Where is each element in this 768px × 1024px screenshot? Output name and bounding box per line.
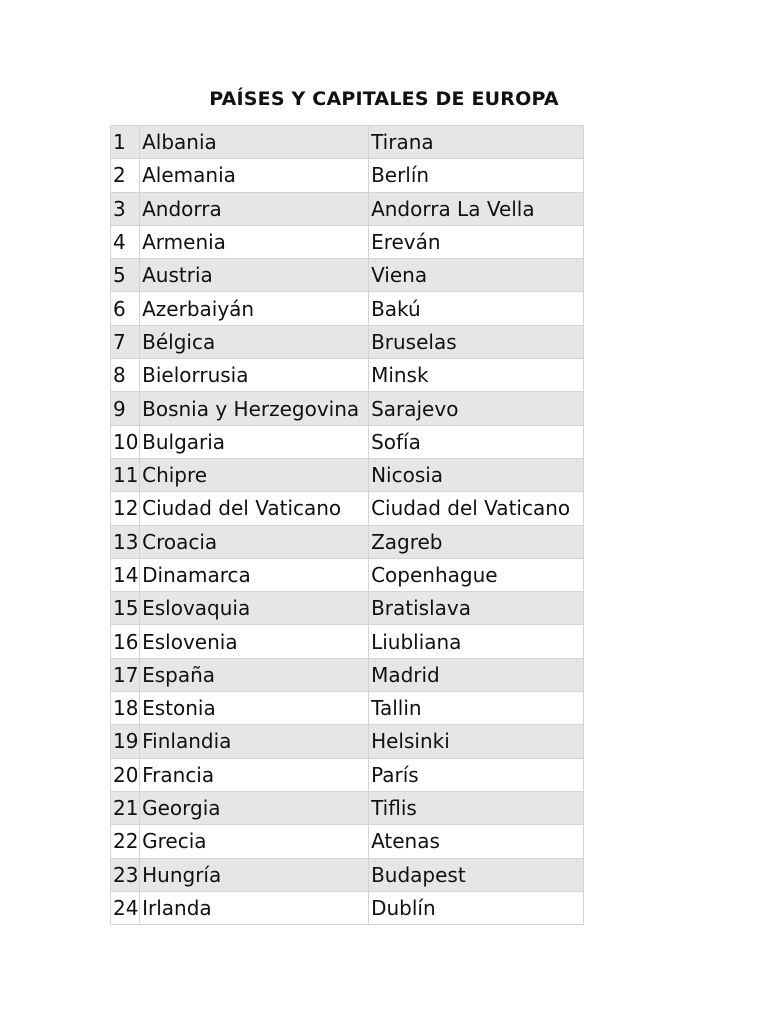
table-row (111, 825, 584, 858)
capital-name: Ciudad del Vaticano (369, 492, 584, 525)
country-name: España (140, 658, 369, 691)
capital-name: Sarajevo (369, 392, 584, 425)
capital-name: Viena (369, 259, 584, 292)
capital-name: Liubliana (369, 625, 584, 658)
row-number: 13 (111, 525, 140, 558)
capital-name: Tirana (369, 126, 584, 159)
country-name: Andorra (140, 192, 369, 225)
row-number: 1 (111, 126, 140, 159)
country-name: Chipre (140, 458, 369, 491)
table-row (111, 292, 584, 325)
table-row (111, 392, 584, 425)
table-row (111, 725, 584, 758)
capital-name: Berlín (369, 159, 584, 192)
row-number: 14 (111, 558, 140, 591)
country-name: Bulgaria (140, 425, 369, 458)
row-number: 4 (111, 225, 140, 258)
capital-name: Andorra La Vella (369, 192, 584, 225)
capital-name: Bruselas (369, 325, 584, 358)
row-number: 24 (111, 891, 140, 924)
country-name: Alemania (140, 159, 369, 192)
country-name: Azerbaiyán (140, 292, 369, 325)
country-name: Bosnia y Herzegovina (140, 392, 369, 425)
country-name: Austria (140, 259, 369, 292)
country-name: Finlandia (140, 725, 369, 758)
countries-table-body (111, 126, 584, 925)
row-number: 2 (111, 159, 140, 192)
capital-name: Zagreb (369, 525, 584, 558)
capital-name: Bratislava (369, 592, 584, 625)
country-name: Georgia (140, 791, 369, 824)
capital-name: Sofía (369, 425, 584, 458)
row-number: 8 (111, 359, 140, 392)
table-row (111, 492, 584, 525)
country-name: Estonia (140, 692, 369, 725)
table-row (111, 458, 584, 491)
capital-name: Tiflis (369, 791, 584, 824)
row-number: 12 (111, 492, 140, 525)
country-name: Eslovenia (140, 625, 369, 658)
table-row (111, 692, 584, 725)
row-number: 23 (111, 858, 140, 891)
country-name: Irlanda (140, 891, 369, 924)
capital-name: Nicosia (369, 458, 584, 491)
country-name: Albania (140, 126, 369, 159)
row-number: 22 (111, 825, 140, 858)
row-number: 6 (111, 292, 140, 325)
country-name: Dinamarca (140, 558, 369, 591)
countries-table (110, 125, 584, 925)
country-name: Ciudad del Vaticano (140, 492, 369, 525)
capital-name: Minsk (369, 359, 584, 392)
row-number: 10 (111, 425, 140, 458)
row-number: 21 (111, 791, 140, 824)
table-row (111, 325, 584, 358)
table-row (111, 359, 584, 392)
capital-name: París (369, 758, 584, 791)
table-row (111, 891, 584, 924)
capital-name: Bakú (369, 292, 584, 325)
row-number: 9 (111, 392, 140, 425)
row-number: 5 (111, 259, 140, 292)
table-row (111, 791, 584, 824)
capital-name: Budapest (369, 858, 584, 891)
country-name: Eslovaquia (140, 592, 369, 625)
country-name: Bélgica (140, 325, 369, 358)
row-number: 17 (111, 658, 140, 691)
row-number: 7 (111, 325, 140, 358)
page-title: PAÍSES Y CAPITALES DE EUROPA (209, 88, 559, 110)
table-row (111, 758, 584, 791)
country-name: Francia (140, 758, 369, 791)
capital-name: Dublín (369, 891, 584, 924)
country-name: Croacia (140, 525, 369, 558)
row-number: 19 (111, 725, 140, 758)
row-number: 18 (111, 692, 140, 725)
country-name: Hungría (140, 858, 369, 891)
table-row (111, 592, 584, 625)
table-row (111, 558, 584, 591)
table-row (111, 225, 584, 258)
capital-name: Atenas (369, 825, 584, 858)
row-number: 20 (111, 758, 140, 791)
row-number: 11 (111, 458, 140, 491)
row-number: 16 (111, 625, 140, 658)
capital-name: Ereván (369, 225, 584, 258)
country-name: Bielorrusia (140, 359, 369, 392)
capital-name: Madrid (369, 658, 584, 691)
table-row (111, 159, 584, 192)
country-name: Grecia (140, 825, 369, 858)
table-row (111, 525, 584, 558)
capital-name: Copenhague (369, 558, 584, 591)
table-row (111, 259, 584, 292)
capital-name: Tallin (369, 692, 584, 725)
table-row (111, 425, 584, 458)
row-number: 15 (111, 592, 140, 625)
row-number: 3 (111, 192, 140, 225)
table-row (111, 192, 584, 225)
table-row (111, 625, 584, 658)
table-row (111, 658, 584, 691)
table-row (111, 126, 584, 159)
country-name: Armenia (140, 225, 369, 258)
table-row (111, 858, 584, 891)
capital-name: Helsinki (369, 725, 584, 758)
